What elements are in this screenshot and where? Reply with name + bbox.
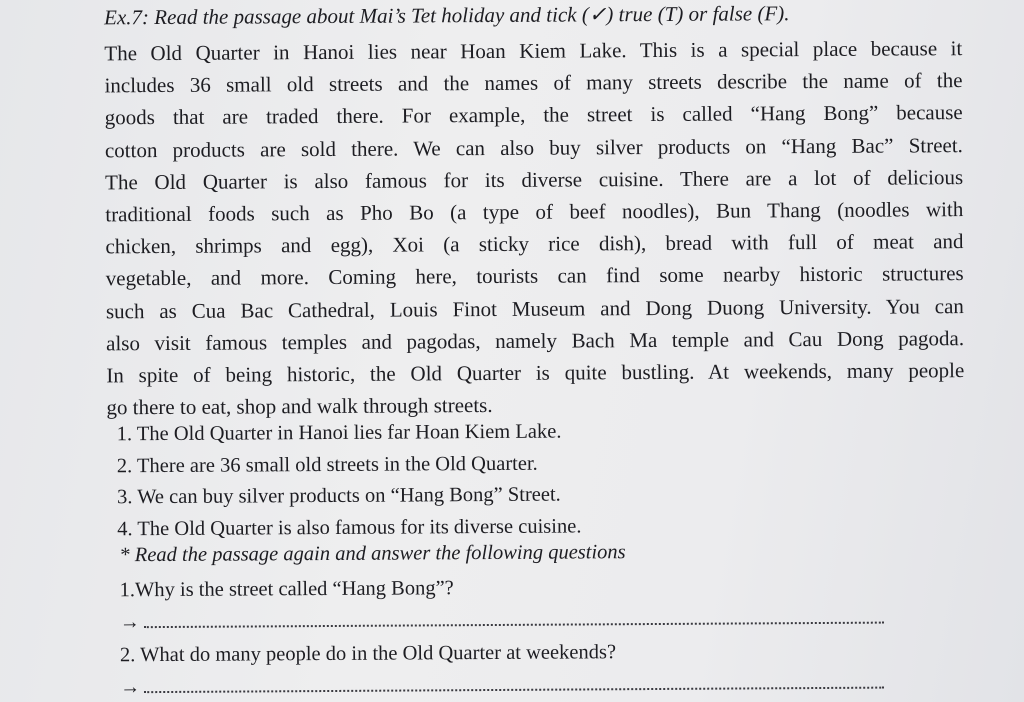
instruction-note: * Read the passage again and answer the following questions (119, 541, 626, 567)
statement-item: 3. We can buy silver products on “Hang Bong” Street. (116, 483, 561, 509)
passage-line: vegetable, and more. Coming here, tourists can find some nearby historic structures (105, 261, 964, 291)
answer-line-2 (120, 672, 884, 700)
passage-line: such as Cua Bac Cathedral, Louis Finot Museum and Dong Duong University. You can (105, 293, 964, 323)
exercise-title: Ex.7: Read the passage about Mai’s Tet holiday and tick (✓) true (T) or false (F). (104, 1, 790, 30)
passage-line: The Old Quarter in Hanoi lies near Hoan Kiem Lake. This is a special place because it (104, 36, 963, 66)
true-false-statements (117, 416, 582, 545)
passage-line: chicken, shrimps and egg), Xoi (a sticky rice dish), bread with full of meat and (105, 229, 964, 259)
reading-passage (104, 32, 964, 423)
dotted-answer-line (144, 608, 884, 629)
passage-line: The Old Quarter is also famous for its diverse cuisine. There are a lot of delicious (105, 164, 964, 195)
passage-line: go there to eat, shop and walk through streets. (106, 393, 493, 420)
passage-line: goods that are traded there. For example, the street is called “Hang Bong” because (104, 100, 963, 130)
passage-line: includes 36 small old streets and the names of many streets describe the name of the (104, 68, 963, 98)
dotted-answer-line (144, 673, 884, 694)
passage-line: traditional foods such as Pho Bo (a type of beef noodles), Bun Thang (noodles with (105, 197, 964, 227)
passage-line: cotton products are sold there. We can also buy silver products on “Hang Bac” Street. (104, 132, 963, 162)
statement-item: 4. The Old Quarter is also famous for its diverse cuisine. (117, 514, 582, 540)
passage-line: also visit famous temples and pagodas, namely Bach Ma temple and Cau Dong pagoda. (106, 325, 965, 356)
arrow-icon: → (119, 611, 140, 634)
question-1: 1.Why is the street called “Hang Bong”? (119, 577, 454, 602)
arrow-icon: → (120, 676, 141, 699)
statement-item: 1. The Old Quarter in Hanoi lies far Hoan Kiem Lake. (116, 420, 562, 446)
statement-item: 2. There are 36 small old streets in the Old Quarter. (116, 452, 538, 477)
answer-line-1 (120, 607, 884, 635)
passage-line: In spite of being historic, the Old Quarter is quite bustling. At weekends, many people (106, 357, 965, 388)
question-2: 2. What do many people do in the Old Quarter at weekends? (119, 641, 617, 667)
